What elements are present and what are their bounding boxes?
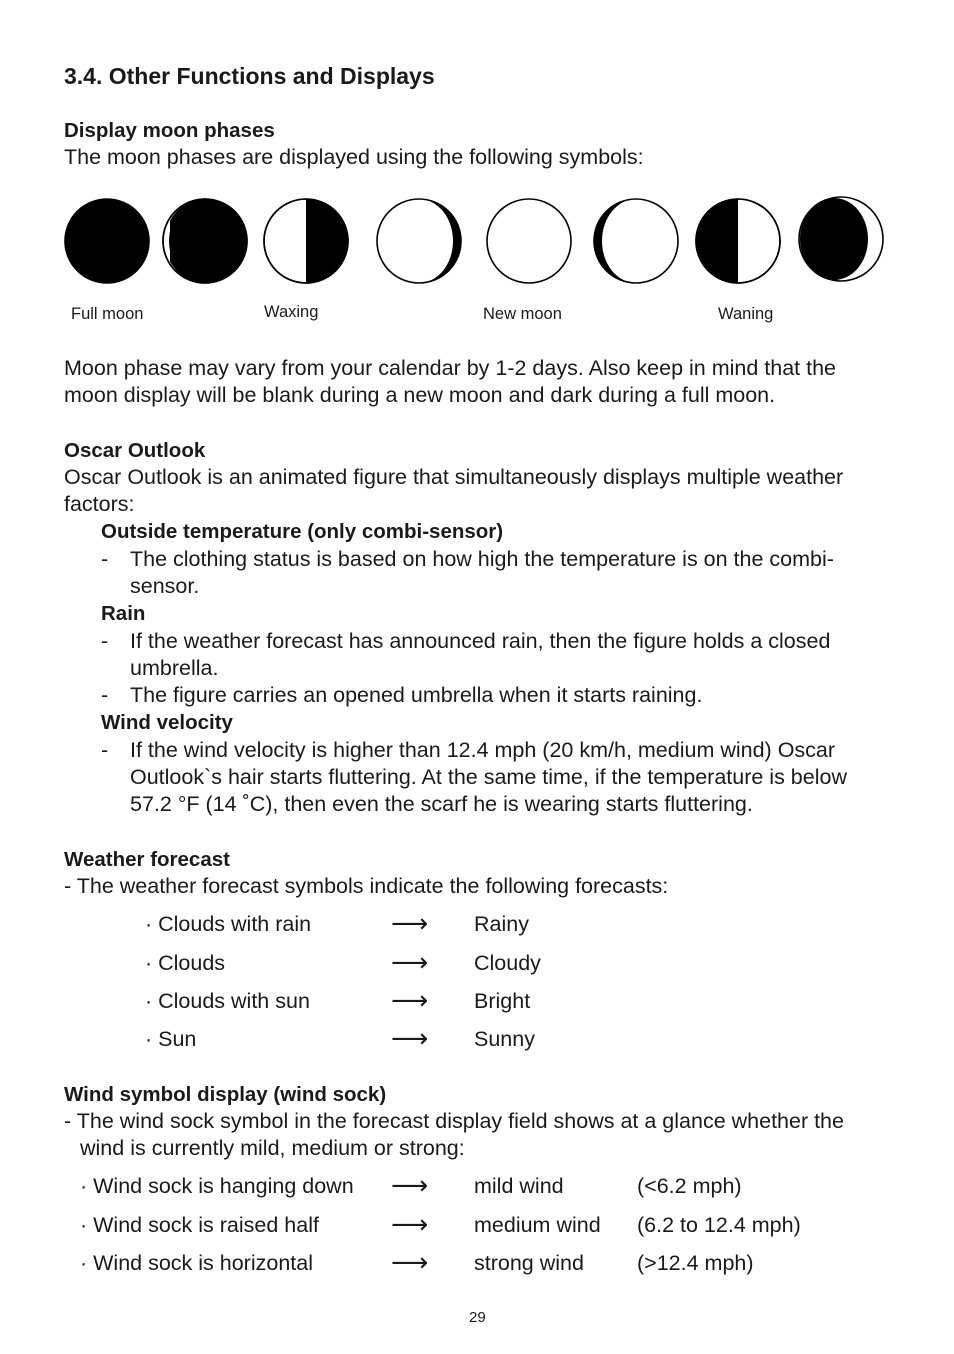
oscar-wind-line1: If the wind velocity is higher than 12.4 mph (20 km/h, medium wind) Oscar	[130, 738, 836, 762]
forecast-heading: Weather forecast	[64, 848, 230, 871]
windsock-strength: strong wind	[474, 1251, 584, 1275]
oscar-rain1-line2: umbrella.	[130, 656, 219, 680]
moon-label-waning: Waning	[718, 305, 774, 323]
moon-label-new: New moon	[483, 305, 562, 323]
oscar-rain2-line1: The figure carries an opened umbrella when it starts raining.	[130, 683, 703, 707]
moon-phase-overlay	[0, 0, 954, 340]
oscar-wind-line2: Outlook`s hair starts fluttering. At the same time, if the temperature is below	[130, 765, 847, 789]
windsock-strength: medium wind	[474, 1213, 601, 1237]
windsock-heading: Wind symbol display (wind sock)	[64, 1083, 387, 1106]
arrow-icon: ⟶	[391, 985, 429, 1015]
windsock-intro-line2: wind is currently mild, medium or strong:	[80, 1136, 465, 1160]
oscar-rain1-line1: If the weather forecast has announced rain, then the figure holds a closed	[130, 629, 831, 653]
arrow-icon: ⟶	[391, 947, 429, 977]
oscar-heading: Oscar Outlook	[64, 439, 206, 462]
arrow-icon: ⟶	[391, 908, 429, 938]
oscar-temp-line2: sensor.	[130, 574, 200, 598]
arrow-icon: ⟶	[391, 1247, 429, 1277]
section-title: 3.4. Other Functions and Displays	[64, 63, 435, 89]
forecast-meaning: Cloudy	[474, 951, 541, 975]
windsock-state: · Wind sock is raised half	[80, 1213, 319, 1237]
moon-note-line2: moon display will be blank during a new moon and dark during a full moon.	[64, 383, 776, 407]
windsock-range: (>12.4 mph)	[637, 1251, 754, 1275]
windsock-range: (6.2 to 12.4 mph)	[637, 1213, 801, 1237]
forecast-symbol: · Clouds with sun	[145, 989, 310, 1013]
windsock-state: · Wind sock is hanging down	[80, 1174, 354, 1198]
oscar-wind-heading: Wind velocity	[101, 711, 233, 734]
windsock-intro-line1: - The wind sock symbol in the forecast display field shows at a glance whether the	[64, 1109, 844, 1133]
oscar-intro-line2: factors:	[64, 492, 135, 516]
arrow-icon: ⟶	[391, 1209, 429, 1239]
moon-phases-heading: Display moon phases	[64, 119, 275, 142]
forecast-meaning: Sunny	[474, 1027, 535, 1051]
moon-note-line1: Moon phase may vary from your calendar by 1-2 days. Also keep in mind that the	[64, 356, 837, 380]
oscar-rain-heading: Rain	[101, 602, 146, 625]
forecast-intro: - The weather forecast symbols indicate the following forecasts:	[64, 874, 669, 898]
forecast-meaning: Bright	[474, 989, 531, 1013]
windsock-state: · Wind sock is horizontal	[80, 1251, 313, 1275]
windsock-range: (<6.2 mph)	[637, 1174, 742, 1198]
page-number: 29	[469, 1309, 486, 1326]
bullet-dash: -	[101, 547, 109, 571]
oscar-temp-heading: Outside temperature (only combi-sensor)	[101, 520, 504, 543]
oscar-intro-line1: Oscar Outlook is an animated figure that simultaneously displays multiple weather	[64, 465, 844, 489]
oscar-temp-line1: The clothing status is based on how high the temperature is on the combi-	[130, 547, 834, 571]
arrow-icon: ⟶	[391, 1170, 429, 1200]
moon-phases-intro: The moon phases are displayed using the following symbols:	[64, 145, 644, 169]
arrow-icon: ⟶	[391, 1023, 429, 1053]
bullet-dash: -	[101, 683, 109, 707]
forecast-meaning: Rainy	[474, 912, 529, 936]
oscar-wind-line3: 57.2 °F (14 ˚C), then even the scarf he is wearing starts fluttering.	[130, 792, 753, 816]
windsock-strength: mild wind	[474, 1174, 564, 1198]
bullet-dash: -	[101, 629, 109, 653]
forecast-symbol: · Sun	[145, 1027, 197, 1051]
forecast-symbol: · Clouds	[145, 951, 226, 975]
bullet-dash: -	[101, 738, 109, 762]
forecast-symbol: · Clouds with rain	[145, 912, 312, 936]
moon-label-full: Full moon	[71, 305, 144, 323]
moon-label-waxing: Waxing	[264, 303, 319, 321]
